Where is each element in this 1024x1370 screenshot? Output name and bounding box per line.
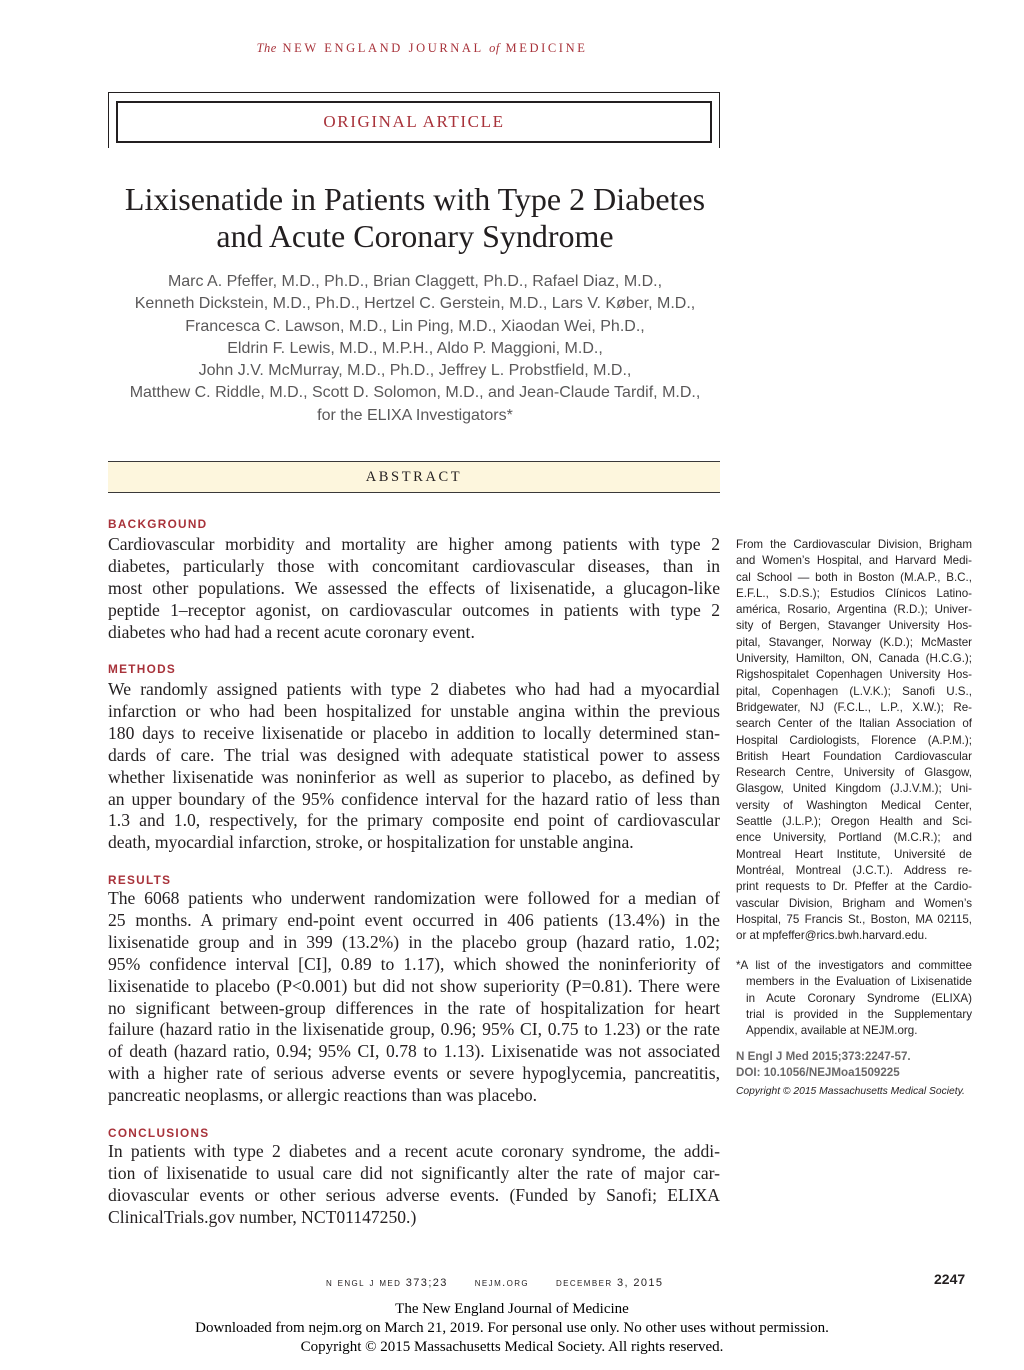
investigators-note (736, 958, 972, 1039)
download-notice-copyright: Copyright © 2015 Massachusetts Medical Society. All rights reserved. (300, 1339, 724, 1355)
author-line: Marc A. Pfeffer, M.D., Ph.D., Brian Claggett, Ph.D., Rafael Diaz, M.D., (167, 273, 663, 290)
author-line: Kenneth Dickstein, M.D., Ph.D., Hertzel C. Gerstein, M.D., Lars V. Køber, M.D., (134, 295, 696, 313)
journal-header-main: NEW ENGLAND JOURNAL (282, 41, 484, 55)
sidebar-line: From the Cardiovascular Division, Brigham (736, 538, 972, 551)
sidebar-line: Appendix, available at NEJM.org. (746, 1024, 918, 1038)
author-line: Matthew C. Riddle, M.D., Scott D. Solomon, M.D., and Jean-Claude Tardif, M.D., (129, 384, 701, 402)
sidebar-line: Bridgewater, NJ (F.C.L., L.P., X.W.); Re- (736, 700, 972, 714)
sidebar-line: versity of Washington Medical Center, (736, 798, 972, 812)
sidebar-line: Montreal Heart Institute, Université de (736, 847, 972, 861)
text-line: of death (hazard ratio, 0.94; 95% CI, 0.78 to 1.13). Lixisenatide was not associated (108, 1041, 720, 1062)
sidebar-line: trial is provided in the Supplementary (746, 1007, 972, 1021)
sidebar-line: *A list of the investigators and committee (736, 959, 972, 972)
background-paragraph (108, 534, 720, 644)
sidebar-line: Research Centre, University of Glasgow, (736, 766, 972, 780)
text-line: most other populations. We assessed the effects of lixisenatide, a glucagon-like (108, 577, 720, 598)
text-line: diabetes who had had a recent acute coronary event. (108, 621, 475, 642)
sidebar-line: or at mpfeffer@rics.bwh.harvard.edu. (736, 929, 928, 943)
text-line: The 6068 patients who underwent randomization were followed for a median of (108, 888, 720, 908)
text-line: whether lixisenatide was noninferior as well as superior to placebo, as defined by (108, 766, 720, 787)
text-line: tion of lixisenatide to usual care did not significantly alter the rate of major car- (108, 1162, 720, 1183)
background-heading: BACKGROUND (108, 517, 208, 531)
title-line: Lixisenatide in Patients with Type 2 Diabetes (124, 181, 706, 217)
citation-line: N Engl J Med 2015;373:2247-57. (736, 1050, 911, 1063)
conclusions-heading: CONCLUSIONS (108, 1126, 210, 1140)
sidebar-line: print requests to Dr. Pfeffer at the Cardio- (736, 880, 972, 894)
sidebar-line: E.F.L., S.D.S.); Estudios Clínicos Latino- (736, 586, 972, 600)
copyright-note: Copyright © 2015 Massachusetts Medical Society. (736, 1085, 965, 1097)
text-line: diovascular events or other serious adverse events. (Funded by Sanofi; ELIXA (108, 1184, 720, 1205)
author-line: Eldrin F. Lewis, M.D., M.P.H., Aldo P. Maggioni, M.D., (227, 339, 603, 357)
footer-journal-issue: n engl j med 373;23 (326, 1277, 448, 1289)
sidebar-line: and Women’s Hospital, and Harvard Medi- (736, 554, 972, 568)
results-heading: RESULTS (108, 873, 172, 887)
doi-line: DOI: 10.1056/NEJMoa1509225 (736, 1066, 900, 1080)
sidebar-line: pital, Copenhagen (L.V.K.); Sanofi U.S., (736, 684, 972, 698)
text-line: infarction or who had been hospitalized for unstable angina within the previous (108, 700, 720, 721)
footer-date: december 3, 2015 (555, 1277, 664, 1289)
author-line: for the ELIXA Investigators* (317, 406, 513, 424)
download-notice-usage: Downloaded from nejm.org on March 21, 2019. For personal use only. No other uses without permission. (195, 1320, 829, 1336)
text-line: In patients with type 2 diabetes and a recent acute coronary syndrome, the addi- (108, 1141, 720, 1161)
author-list (80, 271, 750, 427)
text-line: peptide 1–receptor agonist, on cardiovascular outcomes in patients with type 2 (108, 599, 720, 620)
sidebar-line: members in the Evaluation of Lixisenatide (746, 975, 972, 989)
citation-block (736, 1049, 972, 1100)
text-line: 95% confidence interval [CI], 0.89 to 1.17), which showed the noninferiority of (108, 953, 720, 974)
methods-paragraph (108, 679, 720, 854)
article-type-label: ORIGINAL ARTICLE (323, 112, 505, 131)
journal-header-prefix: The (256, 41, 277, 55)
sidebar-line: Seattle (J.L.P.); Oregon Health and Sci- (736, 815, 972, 829)
sidebar-line: ence University, Portland (M.C.R.); and (736, 831, 972, 845)
text-line: 1.3 and 1.0, respectively, for the primary composite end point of cardiovascular (108, 810, 720, 831)
results-paragraph (108, 888, 720, 1107)
text-line: dards of care. The trial was designed with adequate statistical power to assess (108, 744, 720, 765)
sidebar-line: British Heart Foundation Cardiovascular (736, 749, 972, 763)
conclusions-paragraph (108, 1141, 720, 1229)
text-line: an upper boundary of the 95% confidence interval for the hazard ratio of less than (108, 788, 720, 809)
title-line: and Acute Coronary Syndrome (216, 218, 614, 254)
journal-header (0, 41, 844, 56)
sidebar-line: sity of Bergen, Stavanger University Hos- (736, 619, 972, 633)
text-line: 25 months. A primary end-point event occurred in 406 patients (13.4%) in the (108, 909, 720, 930)
article-title (80, 181, 750, 255)
sidebar-line: Hospital, 75 Francis St., Boston, MA 02115, (736, 912, 972, 926)
sidebar-line: Glasgow, United Kingdom (J.J.V.M.); Uni- (736, 782, 972, 796)
sidebar-line: pital, Stavanger, Norway (K.D.); McMaster (736, 635, 972, 649)
sidebar-line: in Acute Coronary Syndrome (ELIXA) (746, 991, 972, 1005)
text-line: with a higher rate of serious adverse events or severe hypoglycemia, pancreatitis, (108, 1063, 720, 1084)
text-line: 180 days to receive lixisenatide or placebo in addition to locally determined stan- (108, 722, 720, 743)
footer-site: nejm.org (474, 1277, 530, 1289)
text-line: diabetes, particularly those with concomitant cardiovascular diseases, than in (108, 555, 720, 576)
text-line: lixisenatide group and in 399 (13.2%) in the placebo group (hazard ratio, 1.02; (108, 931, 720, 952)
author-line: John J.V. McMurray, M.D., Ph.D., Jeffrey L. Probstfield, M.D., (198, 362, 632, 380)
text-line: Cardiovascular morbidity and mortality are higher among patients with type 2 (108, 534, 720, 554)
text-line: failure (hazard ratio in the lixisenatide group, 0.96; 95% CI, 0.75 to 1.23) or the rate (108, 1019, 720, 1040)
methods-heading: METHODS (108, 662, 177, 676)
download-notice-title: The New England Journal of Medicine (395, 1301, 629, 1317)
sidebar-line: University, Hamilton, ON, Canada (H.C.G.); (736, 652, 972, 666)
journal-header-of: of (489, 41, 500, 55)
journal-header-suffix: MEDICINE (505, 41, 588, 55)
sidebar-line: Montréal, Montreal (J.C.T.). Address re- (736, 863, 972, 877)
sidebar-line: Hospital Cardiologists, Florence (A.P.M.); (736, 733, 972, 747)
text-line: We randomly assigned patients with type 2 diabetes who had had a myocardial (108, 679, 720, 699)
sidebar-line: search Center of the Italian Association of (736, 717, 972, 731)
sidebar-line: cal School — both in Boston (M.A.P., B.C., (736, 570, 972, 584)
text-line: no significant between-group differences in the rate of hospitalization for heart (108, 997, 720, 1018)
sidebar-line: Rigshospitalet Copenhagen University Hos- (736, 668, 972, 682)
abstract-label: ABSTRACT (365, 468, 463, 485)
page-number: 2247 (934, 1271, 966, 1287)
author-line: Francesca C. Lawson, M.D., Lin Ping, M.D., Xiaodan Wei, Ph.D., (185, 317, 645, 335)
article-type-box (116, 101, 712, 143)
text-line: ClinicalTrials.gov number, NCT01147250.) (108, 1206, 417, 1227)
text-line: death, myocardial infarction, stroke, or hospitalization for unstable angina. (108, 832, 634, 853)
affiliations-note (736, 537, 972, 944)
text-line: lixisenatide to placebo (P<0.001) but did not show superiority (P=0.81). There were (108, 975, 720, 996)
sidebar-line: américa, Rosario, Argentina (R.D.); Univer- (736, 603, 972, 617)
text-line: pancreatic neoplasms, or allergic reactions than was placebo. (108, 1085, 538, 1106)
running-footer (326, 1277, 663, 1289)
abstract-header-band (108, 461, 720, 493)
sidebar-line: vascular Division, Brigham and Women’s (736, 896, 972, 910)
